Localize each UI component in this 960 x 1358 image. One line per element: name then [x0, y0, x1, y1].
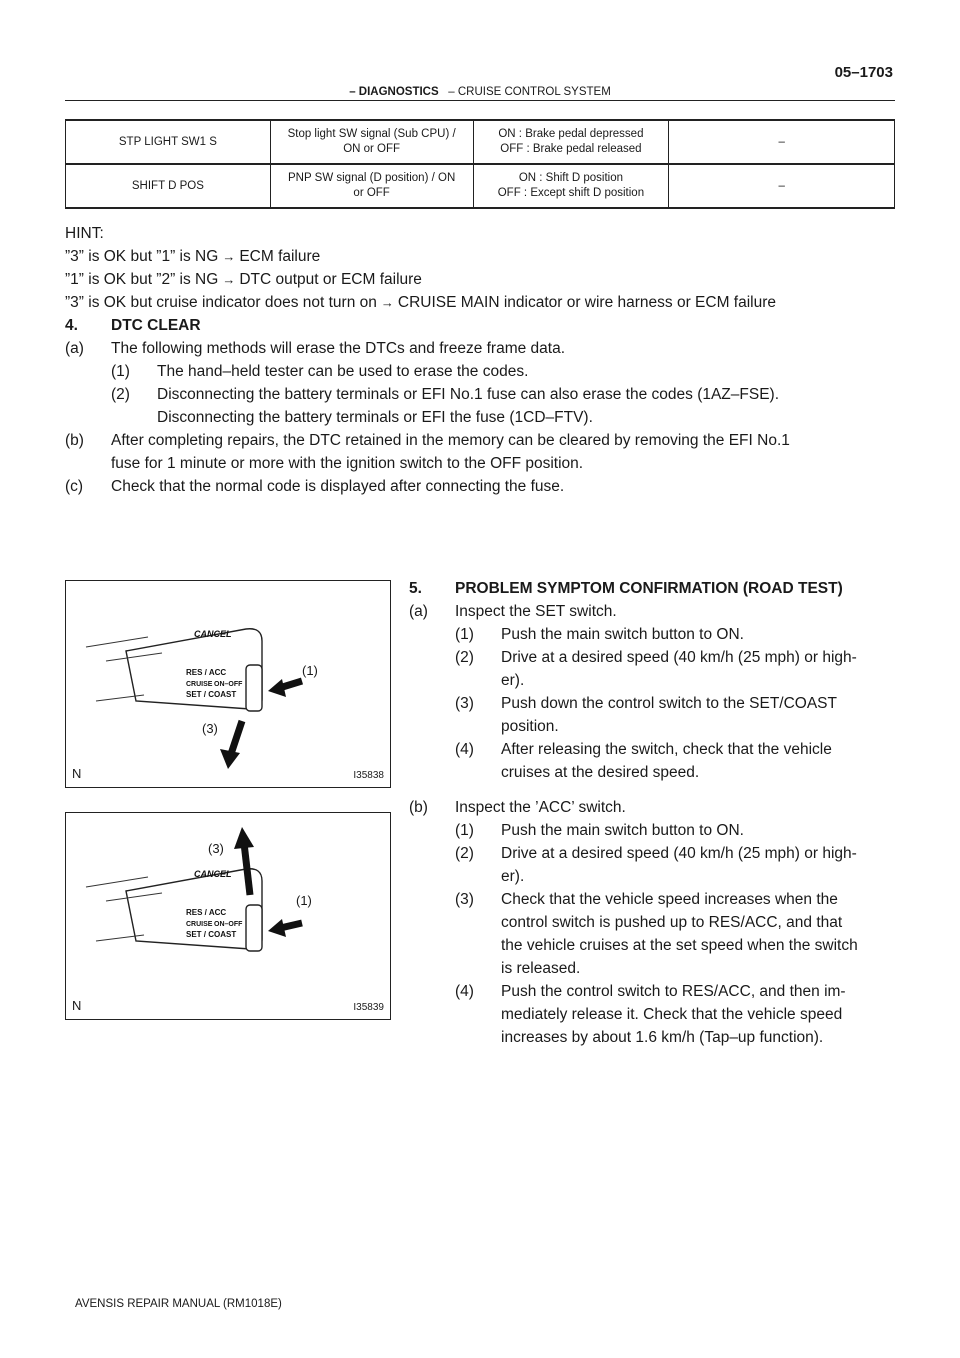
lever-label-cruise: CRUISE	[186, 921, 213, 928]
list-item: (2) Drive at a desired speed (40 km/h (25 mph) or high-	[455, 649, 857, 666]
cruise-lever-illustration	[66, 813, 392, 1021]
list-item-continued: increases by about 1.6 km/h (Tap–up function).	[501, 1029, 824, 1046]
list-item: (c) Check that the normal code is displayed after connecting the fuse.	[65, 478, 565, 495]
header-rule	[65, 100, 895, 101]
lever-label-res-acc: RES / ACC	[186, 668, 227, 677]
hint-line: ”3” is OK but cruise indicator does not turn on → CRUISE MAIN indicator or wire harness or ECM failure	[65, 291, 895, 314]
list-item-continued: er).	[501, 868, 525, 885]
list-item-continued: Disconnecting the battery terminals or EFI the fuse (1CD–FTV).	[157, 409, 593, 426]
callout-1: (1)	[296, 893, 312, 908]
figure-acc-switch	[65, 812, 391, 1020]
section-title-bold: – DIAGNOSTICS	[349, 86, 439, 98]
acc-switch-steps	[409, 819, 895, 1049]
list-item: (b) After completing repairs, the DTC retained in the memory can be cleared by removing the EFI No.1	[65, 432, 790, 449]
list-item-continued: the vehicle cruises at the set speed when the switch	[501, 937, 858, 954]
lever-label-cancel: CANCEL	[194, 629, 232, 639]
table-cell-item: STP LIGHT SW1 S	[66, 120, 271, 164]
road-test-section	[409, 577, 895, 1049]
list-item-continued: fuse for 1 minute or more with the ignition switch to the OFF position.	[111, 455, 584, 472]
hint-line: ”3” is OK but ”1” is NG → ECM failure	[65, 245, 895, 268]
table-cell-measurement: PNP SW signal (D position) / ON or OFF	[270, 164, 473, 208]
callout-3: (3)	[202, 721, 218, 736]
list-item: (1) Push the main switch button to ON.	[455, 626, 744, 643]
list-item: (4) Push the control switch to RES/ACC, and then im-	[455, 983, 846, 1000]
table-cell-diagnostic-note: –	[669, 120, 895, 164]
table-cell-diagnostic-note: –	[669, 164, 895, 208]
dtc-clear-heading: 4. DTC CLEAR	[65, 317, 201, 334]
page-number: 05–1703	[834, 64, 893, 81]
list-item: (4) After releasing the switch, check that the vehicle	[455, 741, 832, 758]
lever-label-on-off: ON–OFF	[214, 921, 243, 928]
lever-label-cancel: CANCEL	[194, 869, 232, 879]
arrow-right-icon: →	[222, 272, 236, 287]
callout-3: (3)	[208, 841, 224, 856]
road-test-heading: 5. PROBLEM SYMPTOM CONFIRMATION (ROAD TEST)	[409, 580, 843, 597]
hint-title: HINT:	[65, 225, 104, 242]
list-item: (3) Push down the control switch to the SET/COAST	[455, 695, 837, 712]
list-item: (b) Inspect the ’ACC’ switch.	[409, 799, 626, 816]
list-item: (1) The hand–held tester can be used to erase the codes.	[111, 363, 529, 380]
figure-n-mark: N	[72, 998, 82, 1013]
callout-1: (1)	[302, 663, 318, 678]
list-item-continued: position.	[501, 718, 559, 735]
list-item-continued: is released.	[501, 960, 581, 977]
list-item: (3) Check that the vehicle speed increases when the	[455, 891, 838, 908]
lever-label-set-coast: SET / COAST	[186, 690, 237, 699]
hint-and-dtc-clear	[65, 222, 895, 498]
list-item: (a) The following methods will erase the DTCs and freeze frame data.	[65, 340, 566, 357]
page-footer: AVENSIS REPAIR MANUAL (RM1018E)	[75, 1298, 282, 1310]
lever-label-res-acc: RES / ACC	[186, 908, 227, 917]
list-item: (1) Push the main switch button to ON.	[455, 822, 744, 839]
section-title-rest: – CRUISE CONTROL SYSTEM	[448, 86, 611, 98]
list-item: (2) Disconnecting the battery terminals or EFI No.1 fuse can also erase the codes (1AZ–FSE).	[111, 386, 780, 403]
lever-label-cruise: CRUISE	[186, 681, 213, 688]
list-item: (2) Drive at a desired speed (40 km/h (25 mph) or high-	[455, 845, 857, 862]
data-list-table	[65, 119, 895, 209]
set-switch-steps	[409, 623, 895, 784]
table-cell-measurement: Stop light SW signal (Sub CPU) / ON or OFF	[270, 120, 473, 164]
lever-label-on-off: ON–OFF	[214, 681, 243, 688]
figure-id: I35838	[353, 770, 384, 781]
table-cell-range: ON : Brake pedal depressed OFF : Brake pedal released	[473, 120, 669, 164]
list-item-continued: control switch is pushed up to RES/ACC, and that	[501, 914, 843, 931]
hint-line: ”1” is OK but ”2” is NG → DTC output or ECM failure	[65, 268, 895, 291]
table-row	[66, 120, 895, 164]
table-cell-item: SHIFT D POS	[66, 164, 271, 208]
arrow-right-icon: →	[380, 295, 394, 310]
lever-label-set-coast: SET / COAST	[186, 930, 237, 939]
page-header	[65, 64, 895, 100]
figure-id: I35839	[353, 1002, 384, 1013]
list-item-continued: er).	[501, 672, 525, 689]
table-row	[66, 164, 895, 208]
table-cell-range: ON : Shift D position OFF : Except shift D position	[473, 164, 669, 208]
list-item-continued: mediately release it. Check that the vehicle speed	[501, 1006, 843, 1023]
figure-n-mark: N	[72, 766, 82, 781]
list-item: (a) Inspect the SET switch.	[409, 603, 617, 620]
cruise-lever-illustration	[66, 581, 392, 789]
list-item-continued: cruises at the desired speed.	[501, 764, 700, 781]
figure-set-switch	[65, 580, 391, 788]
section-title	[65, 86, 895, 98]
arrow-right-icon: →	[222, 249, 236, 264]
